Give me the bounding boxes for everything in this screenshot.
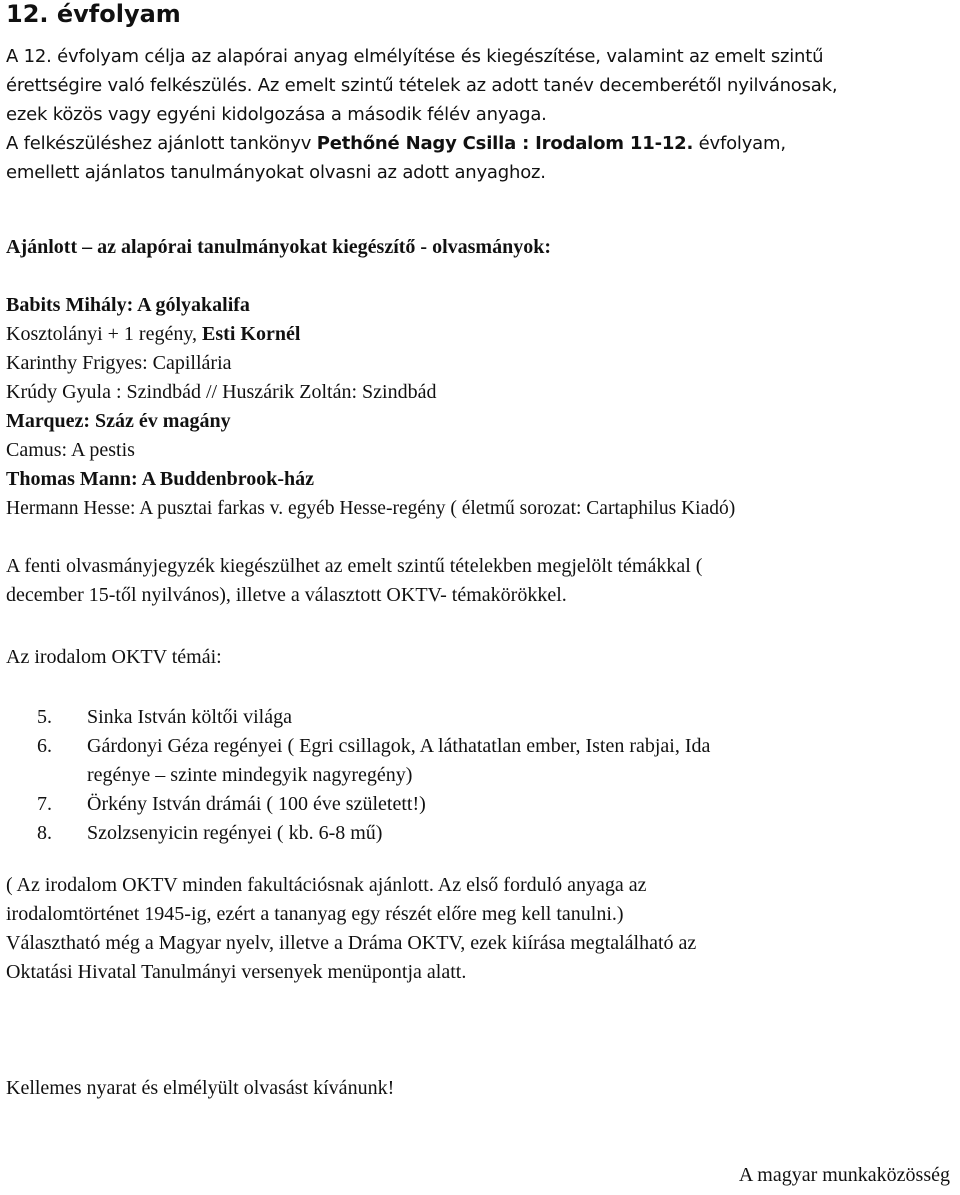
- list-text: Gárdonyi Géza regényei ( Egri csillagok, A láthatatlan ember, Isten rabjai, Ida: [87, 735, 711, 757]
- textbook-title: Pethőné Nagy Csilla : Irodalom 11-12.: [316, 133, 694, 154]
- list-item: [6, 819, 710, 848]
- page-title: 12. évfolyam: [6, 0, 181, 28]
- paragraph-line: Oktatási Hivatal Tanulmányi versenyek menüpontja alatt.: [6, 961, 467, 983]
- note-line: A fenti olvasmányjegyzék kiegészülhet az emelt szintű tételekben megjelölt témákkal (: [6, 555, 703, 577]
- list-item: [6, 703, 710, 732]
- readings-heading: Ajánlott – az alapórai tanulmányokat kiegészítő - olvasmányok:: [6, 236, 551, 258]
- intro-text: A felkészüléshez ajánlott tankönyv: [6, 133, 317, 154]
- intro-line: ezek közös vagy egyéni kidolgozása a második félév anyaga.: [6, 104, 547, 125]
- intro-line: A 12. évfolyam célja az alapórai anyag elmélyítése és kiegészítése, valamint az emelt szintű: [6, 46, 824, 67]
- intro-line: érettségire való felkészülés. Az emelt szintű tételek az adott tanév decemberétől nyilvánosak,: [6, 75, 838, 96]
- reading-item: Marquez: Száz év magány: [6, 410, 231, 432]
- reading-item: Krúdy Gyula : Szindbád // Huszárik Zoltán: Szindbád: [6, 381, 437, 403]
- paragraph-line: Választható még a Magyar nyelv, illetve a Dráma OKTV, ezek kiírása megtalálható az: [6, 932, 697, 954]
- reading-title: Esti Kornél: [202, 323, 301, 345]
- list-number: 7.: [37, 793, 52, 815]
- intro-text: évfolyam,: [693, 133, 786, 154]
- intro-line-textbook: [6, 133, 786, 154]
- paragraph-line: irodalomtörténet 1945-ig, ezért a tananyag egy részét előre meg kell tanulni.): [6, 903, 624, 925]
- reading-item: Karinthy Frigyes: Capillária: [6, 352, 232, 374]
- list-text: regénye – szinte mindegyik nagyregény): [87, 764, 413, 786]
- list-item: [6, 790, 710, 819]
- reading-item: Camus: A pestis: [6, 439, 135, 461]
- list-number: 8.: [37, 822, 52, 844]
- oktv-heading: Az irodalom OKTV témái:: [6, 646, 222, 668]
- reading-item: Hermann Hesse: A pusztai farkas v. egyéb Hesse-regény ( életmű sorozat: Cartaphilus Kiadó): [6, 498, 736, 519]
- reading-text: Kosztolányi + 1 regény,: [6, 323, 203, 345]
- list-text: Szolzsenyicin regényei ( kb. 6-8 mű): [87, 822, 383, 844]
- reading-item: Babits Mihály: A gólyakalifa: [6, 294, 250, 316]
- note-line: december 15-től nyilvános), illetve a választott OKTV- témakörökkel.: [6, 584, 567, 606]
- list-number: 6.: [37, 735, 52, 757]
- list-text: Sinka István költői világa: [87, 706, 292, 728]
- signature: A magyar munkaközösség: [738, 1164, 950, 1186]
- paragraph-line: ( Az irodalom OKTV minden fakultációsnak ajánlott. Az első forduló anyaga az: [6, 874, 647, 896]
- oktv-topic-list: [6, 703, 710, 848]
- intro-line: emellett ajánlatos tanulmányokat olvasni az adott anyaghoz.: [6, 162, 546, 183]
- list-text: Örkény István drámái ( 100 éve született!): [87, 793, 426, 815]
- list-item: [6, 732, 710, 790]
- list-number: 5.: [37, 706, 52, 728]
- closing-greeting: Kellemes nyarat és elmélyült olvasást kívánunk!: [6, 1077, 395, 1099]
- reading-item: [6, 323, 300, 346]
- reading-item: Thomas Mann: A Buddenbrook-ház: [6, 468, 315, 490]
